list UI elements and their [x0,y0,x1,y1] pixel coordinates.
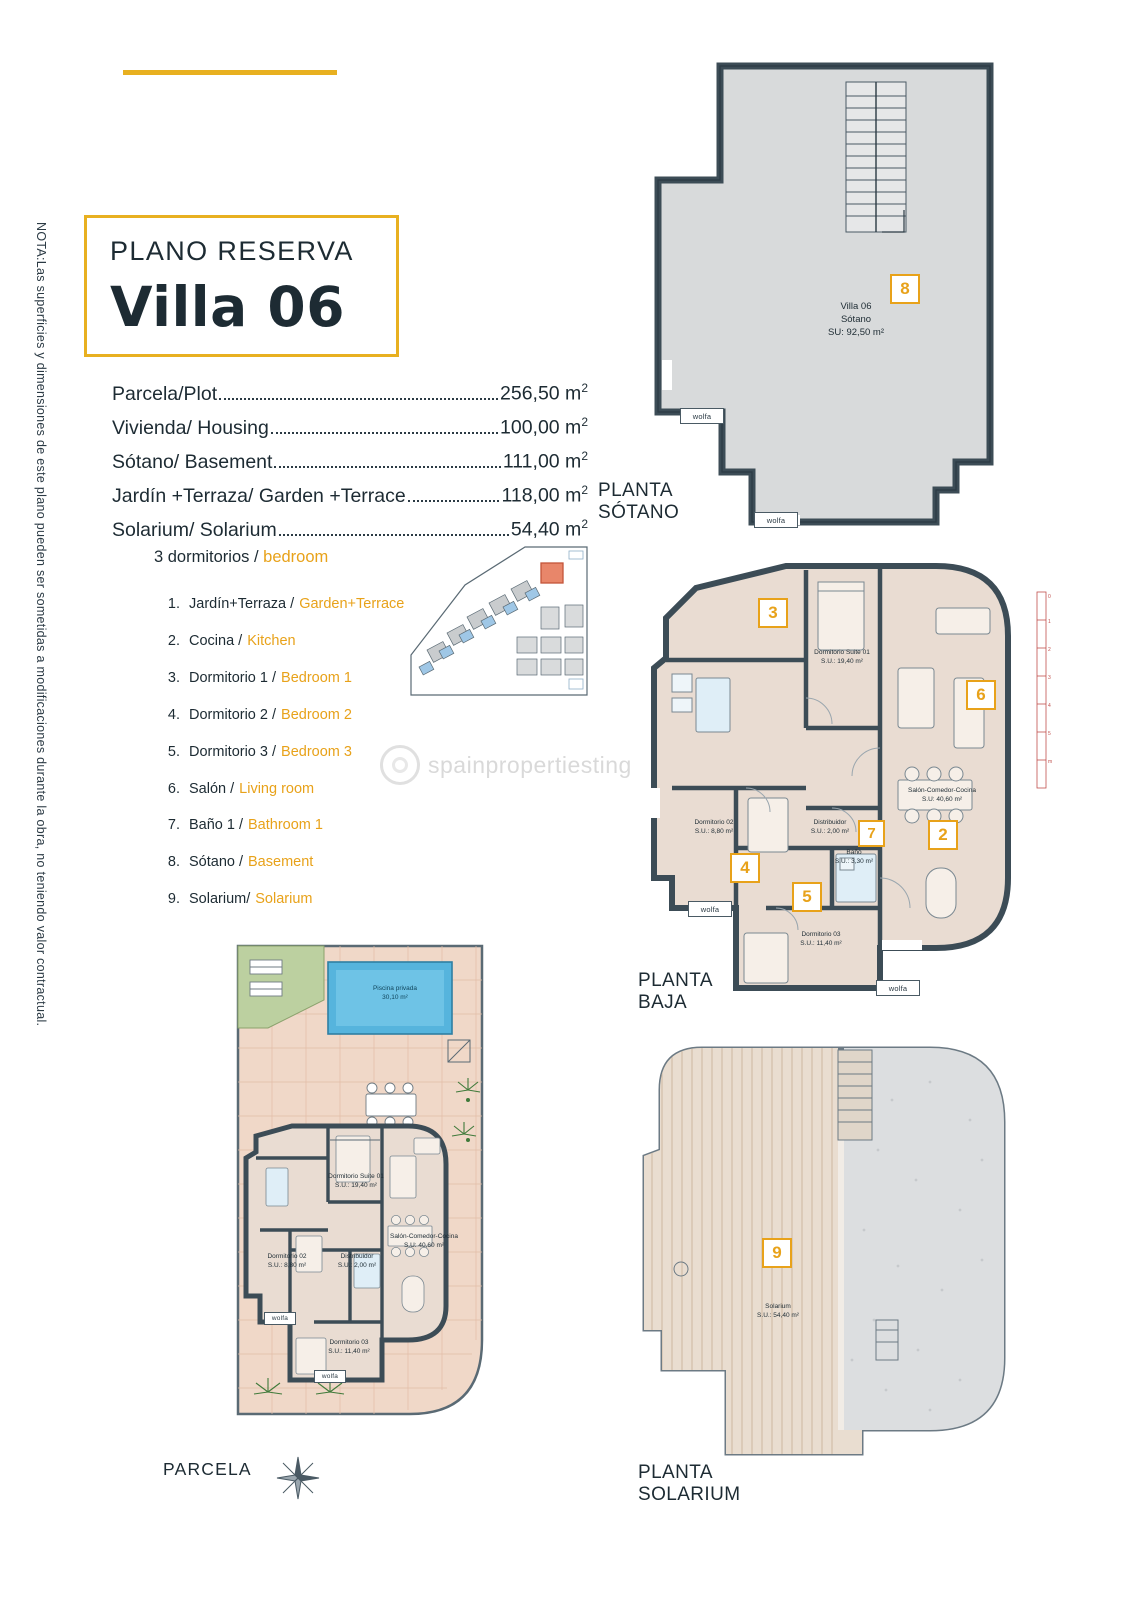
legend-label-es: Solarium/ [189,891,251,908]
area-label: Solarium/ Solarium [112,518,277,541]
plan-kicker: PLANO RESERVA [110,236,354,266]
dot-leader [279,534,509,536]
area-row [112,442,588,476]
area-row [112,408,588,442]
legend-label-en: Basement [248,854,314,871]
badge-basement: 8 [890,274,920,304]
room-label-bedroom1: Dormitorio Suite 01 S.U.: 19,40 m² [814,649,870,665]
legend-label-es: Salón / [189,780,235,797]
area-row [112,510,588,544]
bedrooms-en: bedroom [263,548,329,566]
parcela-floorplan[interactable] [232,940,512,1430]
legend-number: 4. [167,706,180,723]
dot-leader [274,466,500,468]
legend-label-es: Dormitorio 2 / [189,706,277,723]
dot-leader [408,500,500,502]
ground-floorplan[interactable] [636,548,1036,1008]
legend-label-en: Garden+Terrace [299,596,405,612]
legend-label-es: Dormitorio 3 / [189,743,277,760]
list-item [155,734,420,771]
svg-text:1: 1 [1048,619,1051,625]
svg-text:0: 0 [1048,594,1051,600]
vent-label: wolfa [754,512,798,528]
legend-number: 1. [167,596,180,612]
area-value: 54,40 $m^2$ [510,517,588,541]
bedrooms-count [154,548,328,567]
legend-number: 8. [167,854,180,871]
badge-bathroom: 7 [858,820,885,847]
legend-label-en: Kitchen [247,632,296,649]
room-label-living: Salón-Comedor-Cocina S.U: 40,60 m² [390,1233,458,1249]
room-label-bedroom2: Dormitorio 02 S.U.: 8,80 m² [694,819,734,835]
disclaimer-note: NOTA:Las superficies y dimensiones de este plano pueden ser sometidas a modificaciones durante la obra, no teniendo valor contractual. [34,222,48,1027]
legend-label-en: Bedroom 1 [281,669,352,686]
badge-living: 6 [966,680,996,710]
legend-label-es: Baño 1 / [189,817,244,834]
svg-text:2: 2 [1048,647,1051,653]
bedrooms-sep: / [253,548,259,566]
vent-label: wolfa [876,980,920,996]
area-label: Jardín +Terraza/ Garden +Terrace [112,484,406,507]
room-label-bedroom1: Dormitorio Suite 01 S.U.: 19,40 m² [328,1173,384,1189]
legend-number: 9. [167,891,180,908]
legend-label-en: Living room [239,780,315,797]
basement-floor-label: PLANTA SÓTANO [598,480,680,523]
area-value: 118,00 $m^2$ [501,483,588,507]
badge-bedroom3: 5 [792,882,822,912]
legend-label-es: Sótano / [189,854,244,871]
svg-text:m: m [1048,759,1053,765]
room-label-bedroom2: Dormitorio 02 S.U.: 8,80 m² [267,1253,307,1269]
basement-floorplan[interactable] [636,60,1036,530]
legend-label-es: Jardín+Terraza / [189,596,295,612]
svg-text:3: 3 [1048,675,1051,681]
room-label-living: Salón-Comedor-Cocina S.U: 40,60 m² [908,787,976,803]
room-label-bath: Baño S.U.: 3,30 m² [834,849,874,865]
page-title: Villa 06 [110,275,345,339]
area-row [112,374,588,408]
list-item [155,771,420,808]
list-item [155,623,420,660]
area-value: 111,00 $m^2$ [502,449,588,473]
basement-room-label: Villa 06 Sótano SU: 92,50 m² [828,301,884,338]
list-item [155,697,420,734]
legend-number: 5. [167,743,180,760]
svg-text:5: 5 [1048,731,1051,737]
room-label-hall: Distribuidor S.U.: 2,00 m² [810,819,850,835]
dot-leader [219,398,498,400]
legend [155,586,420,918]
legend-number: 2. [167,632,180,649]
room-label-hall: Distribuidor S.U.: 2,00 m² [337,1253,377,1269]
parcela-label: PARCELA [163,1459,252,1479]
vent-label: wolfa [264,1312,296,1325]
legend-label-en: Bedroom 3 [281,743,352,760]
watermark-text: spainpropertiesting [428,751,632,778]
areas-list [112,374,588,544]
dot-leader [271,432,498,434]
ground-floor-label: PLANTA BAJA [638,970,713,1013]
bedrooms-es: 3 dormitorios [154,548,250,566]
site-plan-thumbnail[interactable] [405,545,590,735]
vent-label: wolfa [688,901,732,917]
area-value: 100,00 $m^2$ [500,415,588,439]
legend-number: 3. [167,669,180,686]
area-label: Vivienda/ Housing [112,416,269,439]
compass-rose-icon [275,1455,321,1501]
badge-kitchen: 2 [928,820,958,850]
area-label: Parcela/Plot [112,382,218,405]
room-label-bedroom3: Dormitorio 03 S.U.: 11,40 m² [328,1339,370,1355]
legend-label-es: Dormitorio 1 / [189,669,277,686]
area-row [112,476,588,510]
pool-label: Piscina privada 30,10 m² [372,985,418,1001]
scale-bar [1035,590,1057,790]
vent-label: wolfa [314,1370,346,1383]
list-item [155,660,420,697]
room-label-solarium: Solarium S.U.: 54,40 m² [757,1303,799,1319]
badge-bedroom2: 4 [730,853,760,883]
legend-number: 6. [167,780,180,797]
vent-label: wolfa [680,408,724,424]
badge-bedroom1: 3 [758,598,788,628]
area-label: Sótano/ Basement [112,450,273,473]
legend-number: 7. [167,817,180,834]
list-item [155,807,420,844]
badge-solarium: 9 [762,1238,792,1268]
legend-label-en: Bathroom 1 [248,817,323,834]
solarium-floorplan[interactable] [630,1030,1030,1470]
list-item [155,844,420,881]
list-item [155,586,420,623]
accent-bar [123,70,337,75]
svg-text:4: 4 [1048,703,1051,709]
legend-label-es: Cocina / [189,632,243,649]
area-value: 256,50 $m^2$ [500,381,588,405]
legend-label-en: Solarium [255,891,313,908]
solarium-floor-label: PLANTA SOLARIUM [638,1462,741,1505]
legend-label-en: Bedroom 2 [281,706,352,723]
list-item [155,881,420,918]
room-label-bedroom3: Dormitorio 03 S.U.: 11,40 m² [800,931,842,947]
